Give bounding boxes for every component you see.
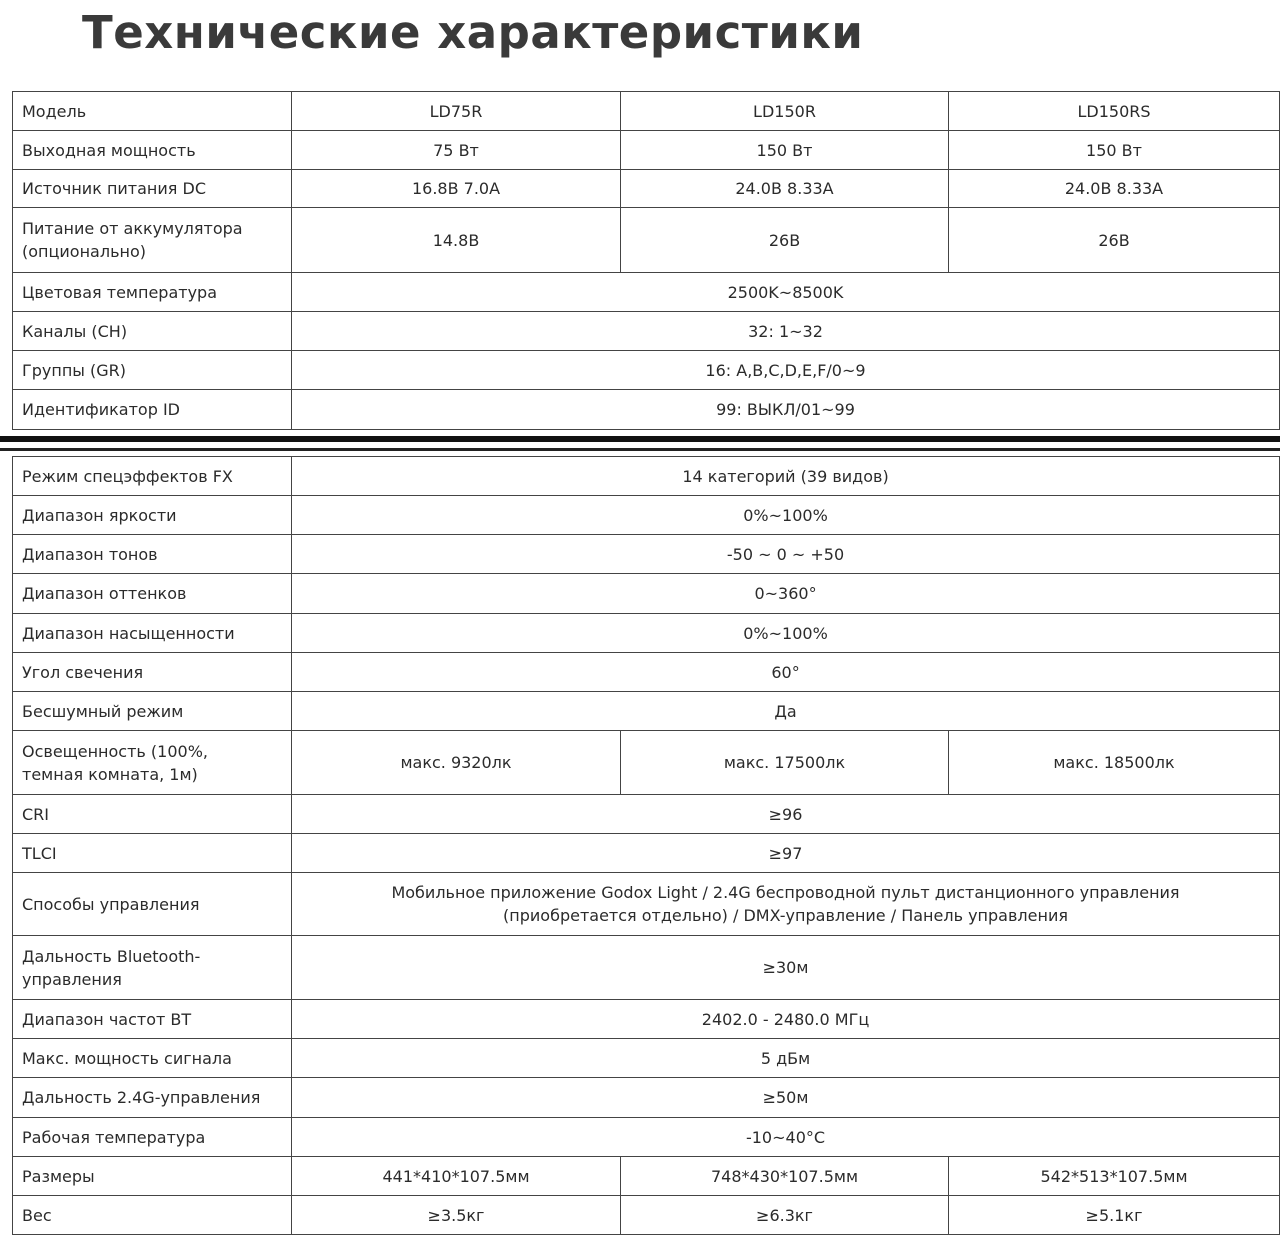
section-divider xyxy=(0,433,1280,457)
spec-label: Идентификатор ID xyxy=(13,390,292,430)
spec-row xyxy=(13,1157,1280,1196)
spec-value: ≥50м xyxy=(292,1078,1280,1118)
spec-value: 150 Вт xyxy=(949,131,1280,170)
spec-row xyxy=(13,208,1280,273)
spec-value: 24.0В 8.33А xyxy=(949,170,1280,208)
spec-label: TLCI xyxy=(13,834,292,873)
spec-value: 14.8В xyxy=(292,208,621,273)
spec-label: Каналы (CH) xyxy=(13,312,292,351)
spec-label: Рабочая температура xyxy=(13,1118,292,1157)
spec-value: 26В xyxy=(949,208,1280,273)
spec-value: LD150RS xyxy=(949,92,1280,131)
spec-label: Бесшумный режим xyxy=(13,692,292,731)
spec-value: 0~360° xyxy=(292,574,1280,614)
spec-value: 26В xyxy=(621,208,949,273)
spec-value: 16.8В 7.0А xyxy=(292,170,621,208)
spec-value: 99: ВЫКЛ/01~99 xyxy=(292,390,1280,430)
spec-row xyxy=(13,457,1280,496)
spec-value: макс. 17500лк xyxy=(621,731,949,795)
spec-value: макс. 9320лк xyxy=(292,731,621,795)
spec-row xyxy=(13,1000,1280,1039)
spec-label: Способы управления xyxy=(13,873,292,936)
spec-value: 5 дБм xyxy=(292,1039,1280,1078)
spec-value: 150 Вт xyxy=(621,131,949,170)
spec-label: Диапазон частот BT xyxy=(13,1000,292,1039)
spec-label: Группы (GR) xyxy=(13,351,292,390)
spec-row xyxy=(13,131,1280,170)
spec-value: макс. 18500лк xyxy=(949,731,1280,795)
spec-value: -10~40°C xyxy=(292,1118,1280,1157)
divider-bar-thick xyxy=(0,436,1280,442)
spec-value: 441*410*107.5мм xyxy=(292,1157,621,1196)
spec-value: 14 категорий (39 видов) xyxy=(292,457,1280,496)
spec-value: Да xyxy=(292,692,1280,731)
spec-label: Диапазон яркости xyxy=(13,496,292,535)
spec-label: Питание от аккумулятора (опционально) xyxy=(13,208,292,273)
spec-row xyxy=(13,614,1280,653)
spec-row xyxy=(13,1196,1280,1235)
spec-value: ≥97 xyxy=(292,834,1280,873)
spec-row xyxy=(13,574,1280,614)
spec-row xyxy=(13,873,1280,936)
spec-label: Дальность 2.4G-управления xyxy=(13,1078,292,1118)
spec-row xyxy=(13,92,1280,131)
spec-value: 748*430*107.5мм xyxy=(621,1157,949,1196)
spec-value: LD75R xyxy=(292,92,621,131)
spec-value: LD150R xyxy=(621,92,949,131)
spec-value: 0%~100% xyxy=(292,614,1280,653)
spec-value: 16: A,B,C,D,E,F/0~9 xyxy=(292,351,1280,390)
spec-label: Освещенность (100%, темная комната, 1м) xyxy=(13,731,292,795)
spec-label: Выходная мощность xyxy=(13,131,292,170)
spec-row xyxy=(13,936,1280,1000)
spec-label: Режим спецэффектов FX xyxy=(13,457,292,496)
spec-row xyxy=(13,1118,1280,1157)
spec-row xyxy=(13,273,1280,312)
spec-row xyxy=(13,692,1280,731)
page-title: Технические характеристики xyxy=(82,6,864,59)
spec-row xyxy=(13,795,1280,834)
spec-value: 2500K~8500K xyxy=(292,273,1280,312)
spec-value: 2402.0 - 2480.0 МГц xyxy=(292,1000,1280,1039)
spec-label: Диапазон тонов xyxy=(13,535,292,574)
spec-value: ≥5.1кг xyxy=(949,1196,1280,1235)
spec-row xyxy=(13,535,1280,574)
spec-label: Диапазон оттенков xyxy=(13,574,292,614)
spec-table-bottom xyxy=(12,456,1280,1235)
spec-value: 32: 1~32 xyxy=(292,312,1280,351)
spec-value: ≥6.3кг xyxy=(621,1196,949,1235)
spec-value: ≥96 xyxy=(292,795,1280,834)
spec-value: 24.0В 8.33А xyxy=(621,170,949,208)
spec-label: Макс. мощность сигнала xyxy=(13,1039,292,1078)
spec-row xyxy=(13,312,1280,351)
spec-value: -50 ~ 0 ~ +50 xyxy=(292,535,1280,574)
spec-label: Дальность Bluetooth-управления xyxy=(13,936,292,1000)
spec-value: 75 Вт xyxy=(292,131,621,170)
spec-table-top xyxy=(12,91,1280,430)
spec-label: Диапазон насыщенности xyxy=(13,614,292,653)
spec-row xyxy=(13,834,1280,873)
spec-label: Размеры xyxy=(13,1157,292,1196)
spec-value: 542*513*107.5мм xyxy=(949,1157,1280,1196)
spec-row xyxy=(13,653,1280,692)
spec-label: Источник питания DC xyxy=(13,170,292,208)
spec-row xyxy=(13,1078,1280,1118)
spec-label: Вес xyxy=(13,1196,292,1235)
spec-label: Модель xyxy=(13,92,292,131)
spec-value: ≥3.5кг xyxy=(292,1196,621,1235)
spec-row xyxy=(13,496,1280,535)
spec-value: 0%~100% xyxy=(292,496,1280,535)
spec-value: 60° xyxy=(292,653,1280,692)
spec-label: Цветовая температура xyxy=(13,273,292,312)
spec-value: Мобильное приложение Godox Light / 2.4G беспроводной пульт дистанционного управления (приобретается отдельно) / DMX-управление / Панель управления xyxy=(292,873,1280,936)
spec-row xyxy=(13,1039,1280,1078)
spec-row xyxy=(13,170,1280,208)
spec-value: ≥30м xyxy=(292,936,1280,1000)
spec-row xyxy=(13,390,1280,430)
spec-label: Угол свечения xyxy=(13,653,292,692)
spec-label: CRI xyxy=(13,795,292,834)
spec-row xyxy=(13,351,1280,390)
divider-bar-thin xyxy=(0,448,1280,451)
spec-row xyxy=(13,731,1280,795)
